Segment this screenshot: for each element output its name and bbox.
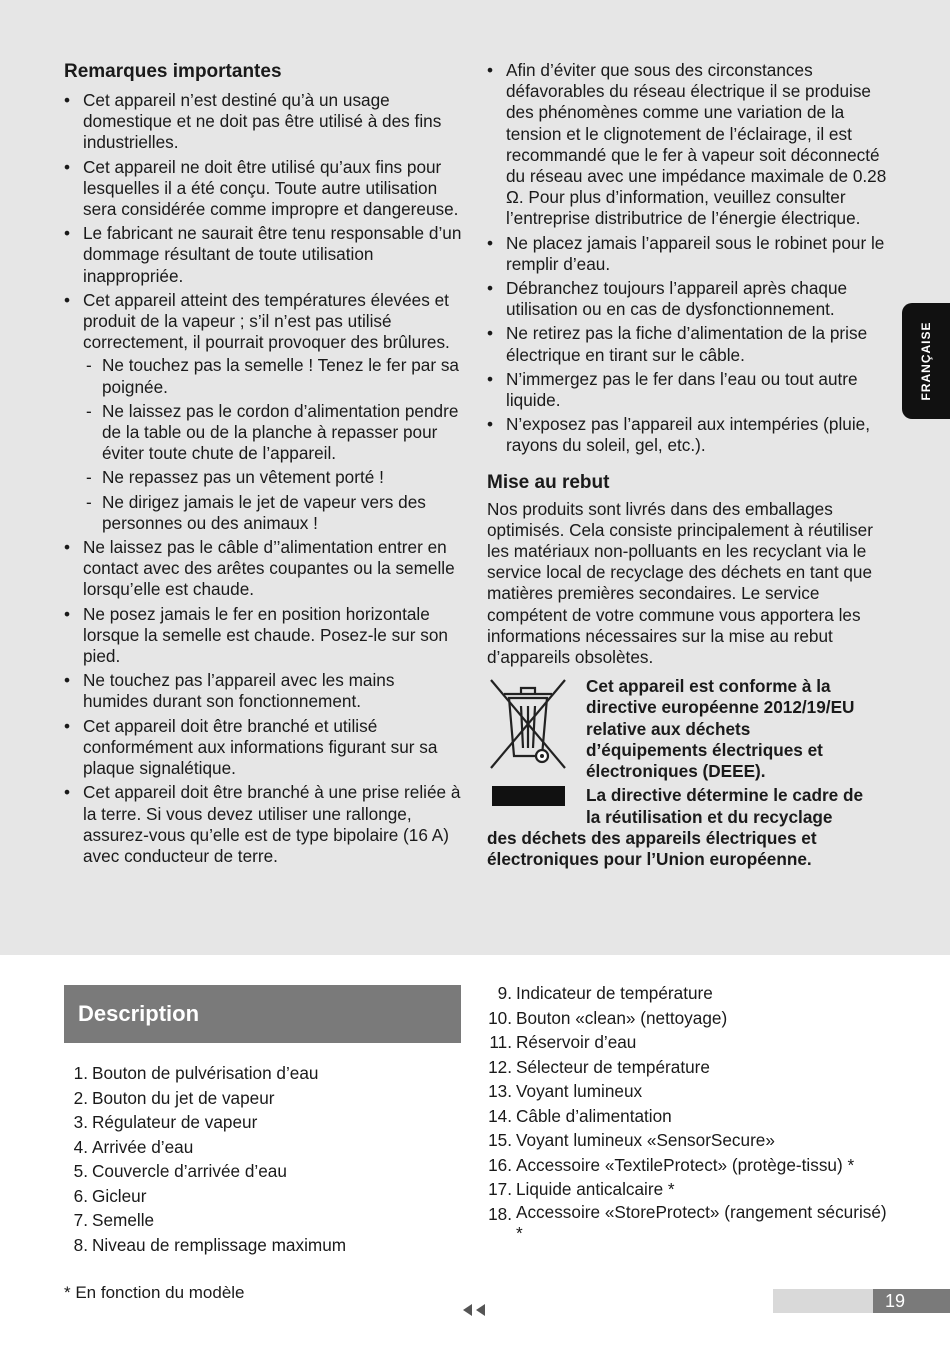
left-column <box>64 60 464 870</box>
list-item: • Ne laissez pas le câble d’’alimentation entrer en contact avec des arêtes coupantes ou la semelle lorsqu’elle est chaude. <box>64 537 464 601</box>
list-item: 16. Accessoire «TextileProtect» (protège-tissu) * <box>488 1154 855 1175</box>
list-item: • Cet appareil atteint des températures élevées et produit de la vapeur ; s’il n’est pas utilisé correctement, il pourrait provoquer des brûlures. - Ne touchez pas la semelle ! Tenez le fer par sa poignée. - Ne laissez pas le cordon d’alimentation pendre de la table ou de la planche à repasser pour éviter toute chute de l’appareil. - Ne repassez pas un vêtement porté ! - Ne dirigez jamais le jet de vapeur vers des personnes ou des animaux ! <box>64 290 464 534</box>
list-item: 8. Niveau de remplissage maximum <box>73 1234 347 1255</box>
list-item: • Cet appareil n’est destiné qu’à un usage domestique et ne doit pas être utilisé à des fins industrielles. <box>64 90 464 154</box>
double-left-arrow-icon[interactable] <box>461 1302 489 1318</box>
list-item: 1. Bouton de pulvérisation d’eau <box>73 1063 319 1083</box>
list-item: • N’exposez pas l’appareil aux intempéries (pluie, rayons du soleil, gel, etc.). <box>487 414 887 456</box>
sub-list-item: - Ne touchez pas la semelle ! Tenez le fer par sa poignée. <box>83 355 464 397</box>
list-item: • Ne touchez pas l’appareil avec les mains humides durant son fonctionnement. <box>64 670 464 712</box>
weee-text: Cet appareil est conforme à la directive européenne 2012/19/EU relative aux déchets d’équipements électriques et électroniques (DEEE). La directive détermine le cadre de la réutilisation et du recyclage des déchets des appareils électriques et électroniques pour l’Union européenne. <box>487 676 864 869</box>
section-title-description: Description <box>64 985 461 1043</box>
list-item: • Débranchez toujours l’appareil après chaque utilisation ou en cas de dysfonctionnement. <box>487 278 887 320</box>
list-item: • Cet appareil ne doit être utilisé qu’aux fins pour lesquelles il a été conçu. Toute autre utilisation sera considérée comme impropre et dangereuse. <box>64 157 464 221</box>
sub-list-item: - Ne laissez pas le cordon d’alimentation pendre de la table ou de la planche à repasser pour éviter toute chute de l’appareil. <box>83 401 464 465</box>
list-item: 18. Accessoire «StoreProtect» (rangement sécurisé) * <box>488 1201 887 1243</box>
list-item: • Ne retirez pas la fiche d’alimentation de la prise électrique en tirant sur le câble. <box>487 323 887 365</box>
description-list-right <box>488 981 888 1244</box>
list-item: 6. Gicleur <box>73 1185 147 1206</box>
list-item: 4. Arrivée d’eau <box>73 1136 194 1157</box>
list-item: • Afin d’éviter que sous des circonstances défavorables du réseau électrique il se produise des phénomènes comme une variation de la tension et le clignotement de l’éclairage, il est recommandé que le fer à vapeur soit déconnecté du réseau avec une impédance maximale de 0.28 Ω. Pour plus d’information, veuillez consulter l’entreprise distributrice de l’énergie électrique. <box>487 60 887 230</box>
description-list-left <box>64 1061 464 1257</box>
section-title-remarques: Remarques importantes <box>64 61 282 82</box>
right-column <box>487 60 887 870</box>
list-item: 17. Liquide anticalcaire * <box>488 1179 675 1199</box>
list-item: 14. Câble d’alimentation <box>488 1105 672 1126</box>
language-tab <box>902 303 950 419</box>
rebut-body: Nos produits sont livrés dans des emballages optimisés. Cela consiste principalement à réutiliser les matériaux non-polluants en les recyclant via le service local de recyclage des déchets en tant que matières premières secondaires. Le service compétent de votre commune vous apportera les informations nécessaires sur la mise au rebut d’appareils obsolètes. <box>487 498 873 668</box>
remarques-list-continued <box>487 60 887 457</box>
remarques-list <box>64 90 464 867</box>
list-item: • Le fabricant ne saurait être tenu responsable d’un dommage résultant de toute utilisation inappropriée. <box>64 223 464 287</box>
list-item: • Cet appareil doit être branché et utilisé conformément aux informations figurant sur sa plaque signalétique. <box>64 716 464 780</box>
list-item: 5. Couvercle d’arrivée d’eau <box>73 1161 287 1181</box>
sub-list-item: - Ne dirigez jamais le jet de vapeur vers des personnes ou des animaux ! <box>83 492 464 534</box>
list-item: 10. Bouton «clean» (nettoyage) <box>488 1007 728 1028</box>
sub-list-item: - Ne repassez pas un vêtement porté ! <box>83 467 464 488</box>
burn-sublist <box>83 355 464 534</box>
list-item: 9. Indicateur de température <box>497 983 713 1003</box>
list-item: • Ne posez jamais le fer en position horizontale lorsque la semelle est chaude. Posez-le sur son pied. <box>64 604 464 668</box>
page-number: 19 <box>873 1289 950 1313</box>
language-tab-label: FRANÇAISE <box>919 321 933 401</box>
list-item: 15. Voyant lumineux «SensorSecure» <box>488 1130 775 1150</box>
list-item: 3. Régulateur de vapeur <box>73 1112 258 1132</box>
list-item: • Cet appareil doit être branché à une prise reliée à la terre. Si vous devez utiliser une rallonge, assurez-vous qu’elle est de type bipolaire (16 A) avec conducteur de terre. <box>64 782 464 867</box>
list-item: 2. Bouton du jet de vapeur <box>73 1087 275 1108</box>
list-item: 12. Sélecteur de température <box>488 1056 710 1077</box>
crossed-out-wheelie-bin-icon <box>487 676 569 772</box>
section-title-rebut: Mise au rebut <box>487 471 610 493</box>
weee-notice <box>487 676 887 870</box>
footnote: * En fonction du modèle <box>64 1283 245 1302</box>
weee-black-bar <box>492 786 565 806</box>
list-item: • N’immergez pas le fer dans l’eau ou tout autre liquide. <box>487 369 887 411</box>
list-item: 11. Réservoir d’eau <box>489 1032 637 1052</box>
list-item: 7. Semelle <box>73 1210 155 1230</box>
list-item: 13. Voyant lumineux <box>488 1081 643 1101</box>
list-item: • Ne placez jamais l’appareil sous le robinet pour le remplir d’eau. <box>487 233 887 275</box>
